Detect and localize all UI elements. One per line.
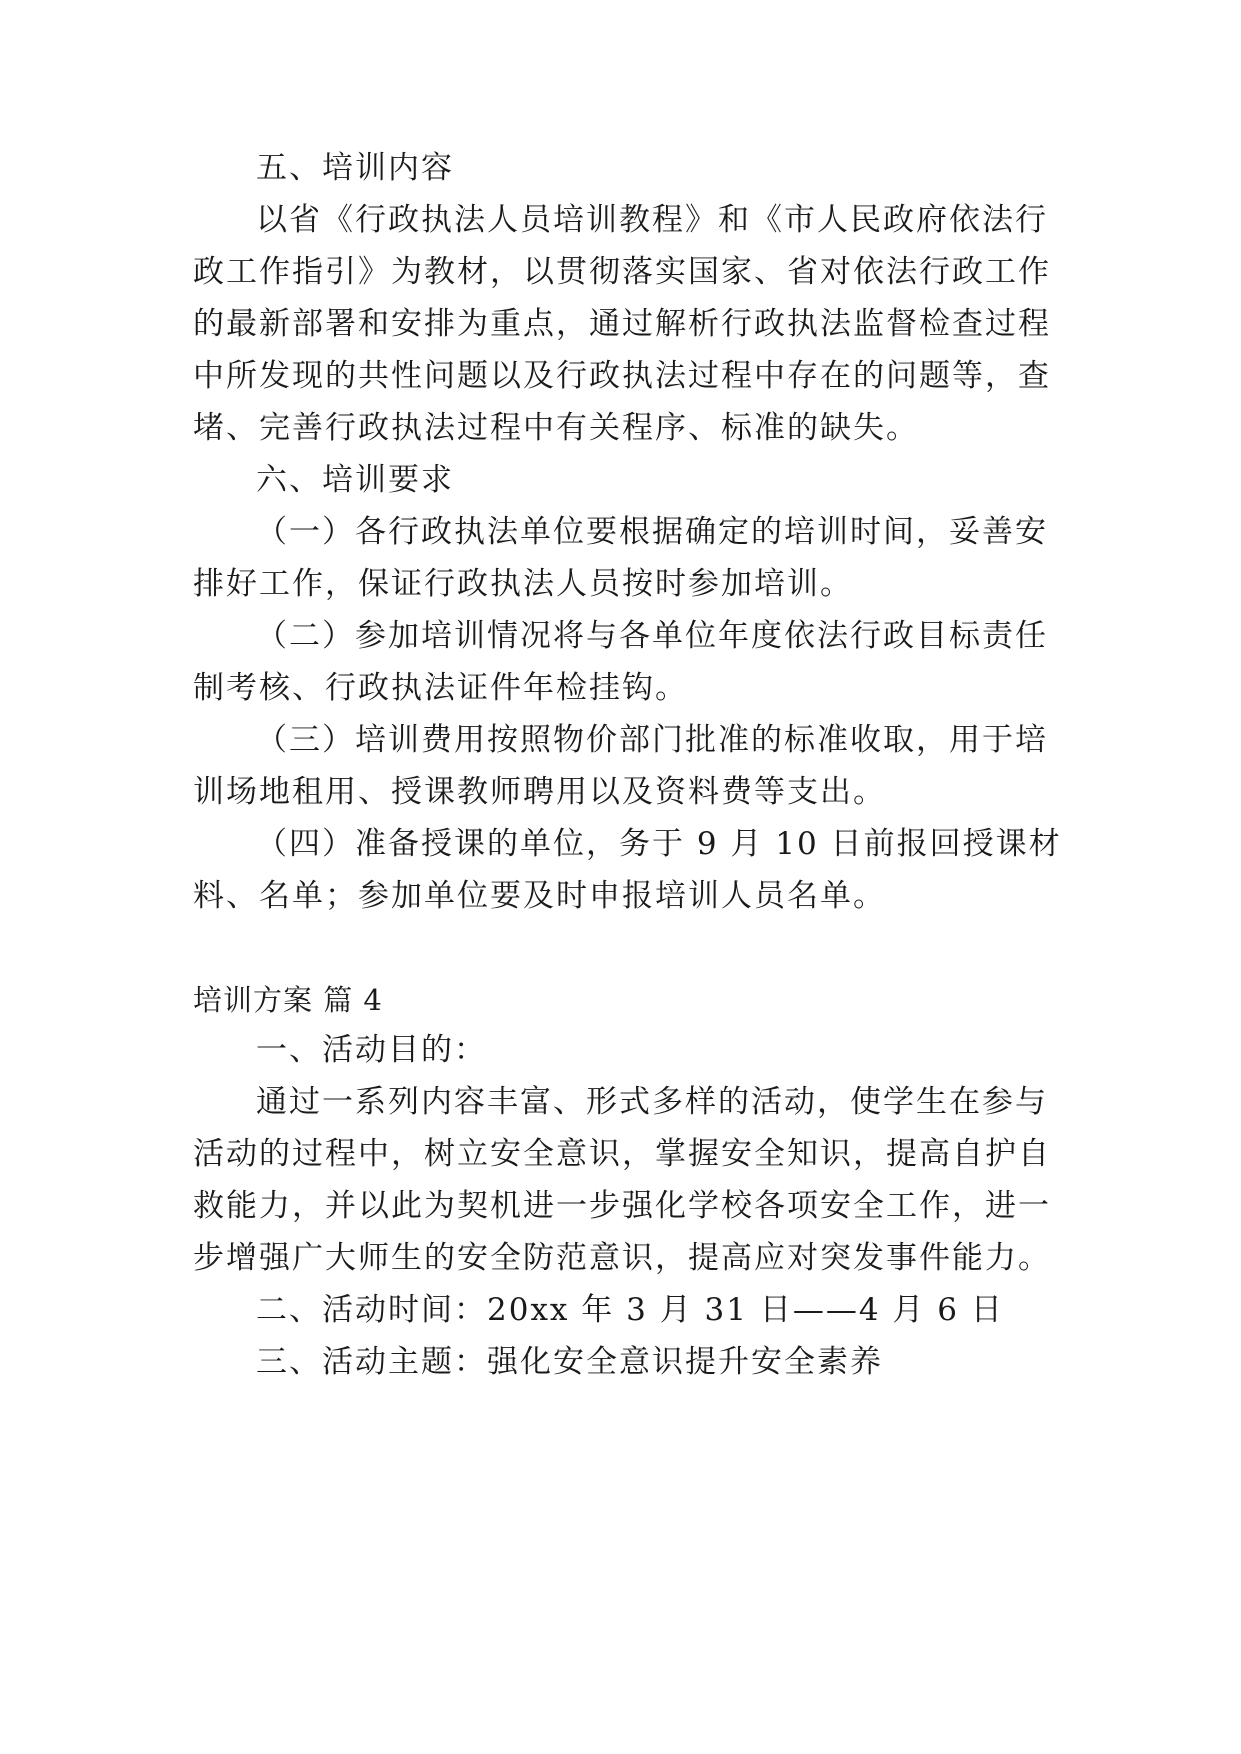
paragraph-line: 中所发现的共性问题以及行政执法过程中存在的问题等，查: [193, 358, 1051, 394]
paragraph-line: 堵、完善行政执法过程中有关程序、标准的缺失。: [193, 410, 919, 446]
section-heading-purpose: 一、活动目的：: [256, 1032, 487, 1068]
part-title: 培训方案 篇 4: [193, 983, 383, 1017]
requirement-item-1-cont: 排好工作，保证行政执法人员按时参加培训。: [193, 566, 853, 602]
paragraph-line: 活动的过程中，树立安全意识，掌握安全知识，提高自护自: [193, 1136, 1051, 1172]
requirement-item-2: （二）参加培训情况将与各单位年度依法行政目标责任: [256, 618, 1048, 654]
requirement-item-3-cont: 训场地租用、授课教师聘用以及资料费等支出。: [193, 774, 886, 810]
requirement-item-4: （四）准备授课的单位，务于 9 月 10 日前报回授课材: [256, 826, 1062, 862]
requirement-item-4-cont: 料、名单；参加单位要及时申报培训人员名单。: [193, 878, 886, 914]
section-heading-requirements: 六、培训要求: [256, 462, 454, 498]
activity-theme-line: 三、活动主题：强化安全意识提升安全素养: [256, 1344, 883, 1380]
paragraph-line: 的最新部署和安排为重点，通过解析行政执法监督检查过程: [193, 306, 1051, 342]
paragraph-line: 通过一系列内容丰富、形式多样的活动，使学生在参与: [256, 1084, 1048, 1120]
requirement-item-3: （三）培训费用按照物价部门批准的标准收取，用于培: [256, 722, 1048, 758]
paragraph-line: 以省《行政执法人员培训教程》和《市人民政府依法行: [256, 202, 1048, 238]
section-heading-content: 五、培训内容: [256, 150, 454, 186]
paragraph-line: 救能力，并以此为契机进一步强化学校各项安全工作，进一: [193, 1188, 1051, 1224]
requirement-item-1: （一）各行政执法单位要根据确定的培训时间，妥善安: [256, 514, 1048, 550]
activity-time-line: 二、活动时间：20xx 年 3 月 31 日——4 月 6 日: [256, 1292, 1004, 1328]
paragraph-line: 步增强广大师生的安全防范意识，提高应对突发事件能力。: [193, 1240, 1051, 1276]
requirement-item-2-cont: 制考核、行政执法证件年检挂钩。: [193, 670, 688, 706]
paragraph-line: 政工作指引》为教材，以贯彻落实国家、省对依法行政工作: [193, 254, 1051, 290]
